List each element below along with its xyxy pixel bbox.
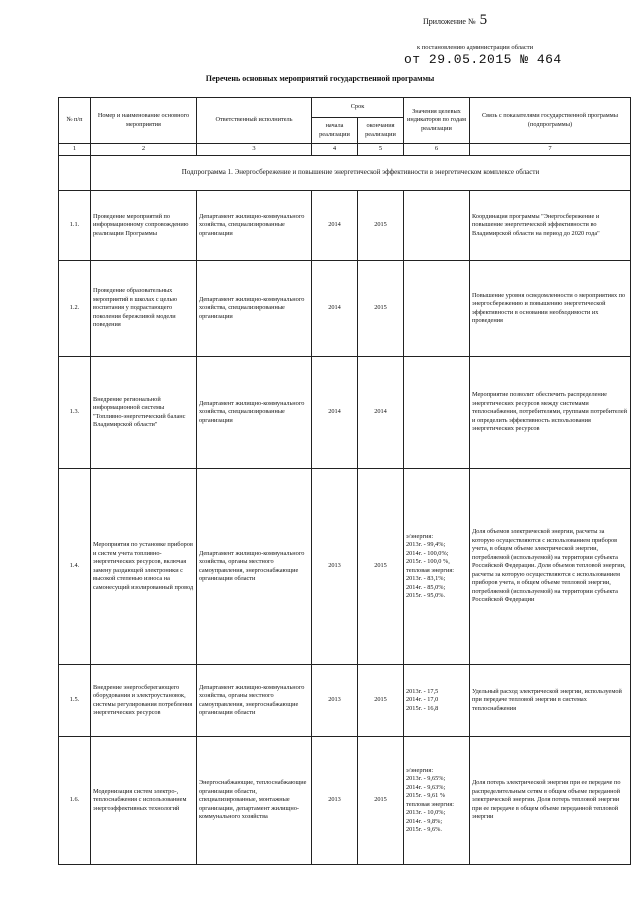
row-name: Внедрение энергосберегающего оборудования и электроустановок, системы регулирования потребления энергетических ресурсов	[91, 665, 197, 737]
appendix-label	[423, 12, 487, 29]
col-header-executor: Ответственный исполнитель	[197, 98, 312, 144]
row-executor: Энергоснабжающие, теплоснабжающие организации области, специализированные, монтажные организации, департамент жилищно-коммунального хозяйства	[197, 737, 312, 865]
row-link: Повышение уровня осведомленности о мероприятиях по энергосбережению и повышению энергетической эффективности в основании необходимости их проведения	[470, 261, 631, 357]
row-executor: Департамент жилищно-коммунального хозяйства, специализированные организации	[197, 191, 312, 261]
row-start: 2013	[312, 737, 358, 865]
row-name: Мероприятия по установке приборов и систем учета топливно-энергетических ресурсов, включая замену раздающей электроники с высокой степенью износа на самонесущий изолированный провод	[91, 469, 197, 665]
appendix-number: 5	[479, 12, 488, 28]
table-row	[59, 261, 631, 357]
row-end: 2015	[358, 737, 404, 865]
col-index: 4	[312, 144, 358, 156]
row-num: 1.2.	[59, 261, 91, 357]
row-indicators	[404, 191, 470, 261]
decree-date: от 29.05.2015 № 464	[404, 52, 562, 67]
row-num: 1.5.	[59, 665, 91, 737]
row-link: Доля объемов электрической энергии, расчеты за которую осуществляются с использованием приборов учета, в общем объеме электрической энергии, потребляемой (используемой) на территории субъекта Российской Федерации. Доля объемов тепловой энергии, расчеты за которую осуществляются с использованием приборов учета, в общем объеме тепловой энергии, потребляемой (используемой) на территории субъекта Российской Федерации	[470, 469, 631, 665]
appendix-label-text: Приложение №	[423, 17, 476, 26]
col-index: 7	[470, 144, 631, 156]
table-row	[59, 737, 631, 865]
col-header-num: № п/п	[59, 98, 91, 144]
col-header-term: Срок	[312, 98, 404, 118]
document-title: Перечень основных мероприятий государственной программы	[205, 74, 435, 83]
row-executor: Департамент жилищно-коммунального хозяйства, органы местного самоуправления, энергоснабжающие организации области	[197, 469, 312, 665]
col-header-name: Номер и наименование основного мероприятия	[91, 98, 197, 144]
col-index: 3	[197, 144, 312, 156]
row-start: 2014	[312, 357, 358, 469]
row-indicators: 2013г. - 17,5 2014г. - 17,0 2015г. - 16,8	[404, 665, 470, 737]
row-num: 1.6.	[59, 737, 91, 865]
col-index: 2	[91, 144, 197, 156]
table-row	[59, 665, 631, 737]
row-end: 2015	[358, 665, 404, 737]
row-start: 2013	[312, 665, 358, 737]
col-header-end: окончания реализации	[358, 118, 404, 144]
row-executor: Департамент жилищно-коммунального хозяйства, специализированные организации	[197, 357, 312, 469]
row-name: Модернизация систем электро-, теплоснабжения с использованием энергоэффективных технологий	[91, 737, 197, 865]
row-link: Координация программы "Энергосбережение и повышение энергетической эффективности во Владимирской области на период до 2020 года"	[470, 191, 631, 261]
row-end: 2015	[358, 469, 404, 665]
row-link: Мероприятие позволит обеспечить распределение энергетических ресурсов между системами теплоснабжения, потребителями, группами потребителей и определить эффективность использования энергетических ресурсов	[470, 357, 631, 469]
row-link: Удельный расход электрической энергии, используемой при передаче тепловой энергии в системах теплоснабжения	[470, 665, 631, 737]
row-start: 2013	[312, 469, 358, 665]
row-name: Проведение мероприятий по информационному сопровождению реализации Программы	[91, 191, 197, 261]
col-header-start: начала реализации	[312, 118, 358, 144]
table-row	[59, 357, 631, 469]
col-header-link: Связь с показателями государственной программы (подпрограммы)	[470, 98, 631, 144]
row-link: Доля потерь электрической энергии при ее передаче по распределительным сетям в общем объеме переданной электрической энергии. Доля потерь тепловой энергии при ее передаче в общем объеме переданной тепловой энергии	[470, 737, 631, 865]
column-index-row	[59, 144, 631, 156]
row-indicators	[404, 357, 470, 469]
row-start: 2014	[312, 191, 358, 261]
table-row	[59, 469, 631, 665]
row-end: 2014	[358, 357, 404, 469]
col-index: 5	[358, 144, 404, 156]
row-indicators	[404, 261, 470, 357]
col-index: 1	[59, 144, 91, 156]
measures-table	[58, 97, 631, 865]
subprogram-empty-cell	[59, 156, 91, 191]
row-num: 1.4.	[59, 469, 91, 665]
decree-text: к постановлению администрации области	[417, 44, 534, 51]
row-executor: Департамент жилищно-коммунального хозяйства, специализированные организации	[197, 261, 312, 357]
row-end: 2015	[358, 191, 404, 261]
table-row	[59, 191, 631, 261]
col-index: 6	[404, 144, 470, 156]
subprogram-title: Подпрограмма 1. Энергосбережение и повышение энергетической эффективности в энергетическом комплексе области	[91, 156, 631, 191]
row-executor: Департамент жилищно-коммунального хозяйства, органы местного самоуправления, энергоснабжающие организации области	[197, 665, 312, 737]
row-indicators: э/энергия: 2013г. - 9,65%; 2014г. - 9,63%; 2015г. - 9,61 % тепловая энергия: 2013г. - 10,0%; 2014г. - 9,8%; 2015г. - 9,6%.	[404, 737, 470, 865]
row-num: 1.1.	[59, 191, 91, 261]
row-end: 2015	[358, 261, 404, 357]
row-indicators: э/энергия: 2013г. - 99,4%; 2014г. - 100,0%; 2015г. - 100,0 %, тепловая энергия: 2013г. - 83,1%; 2014г. - 85,0%; 2015г. - 95,0%.	[404, 469, 470, 665]
row-num: 1.3.	[59, 357, 91, 469]
row-name: Проведение образовательных мероприятий в школах с целью воспитания у подрастающего поколения бережливой модели поведения	[91, 261, 197, 357]
col-header-indicators: Значения целевых индикаторов по годам реализации	[404, 98, 470, 144]
row-name: Внедрение региональной информационной системы "Топливно-энергетический баланс Владимирской области"	[91, 357, 197, 469]
row-start: 2014	[312, 261, 358, 357]
